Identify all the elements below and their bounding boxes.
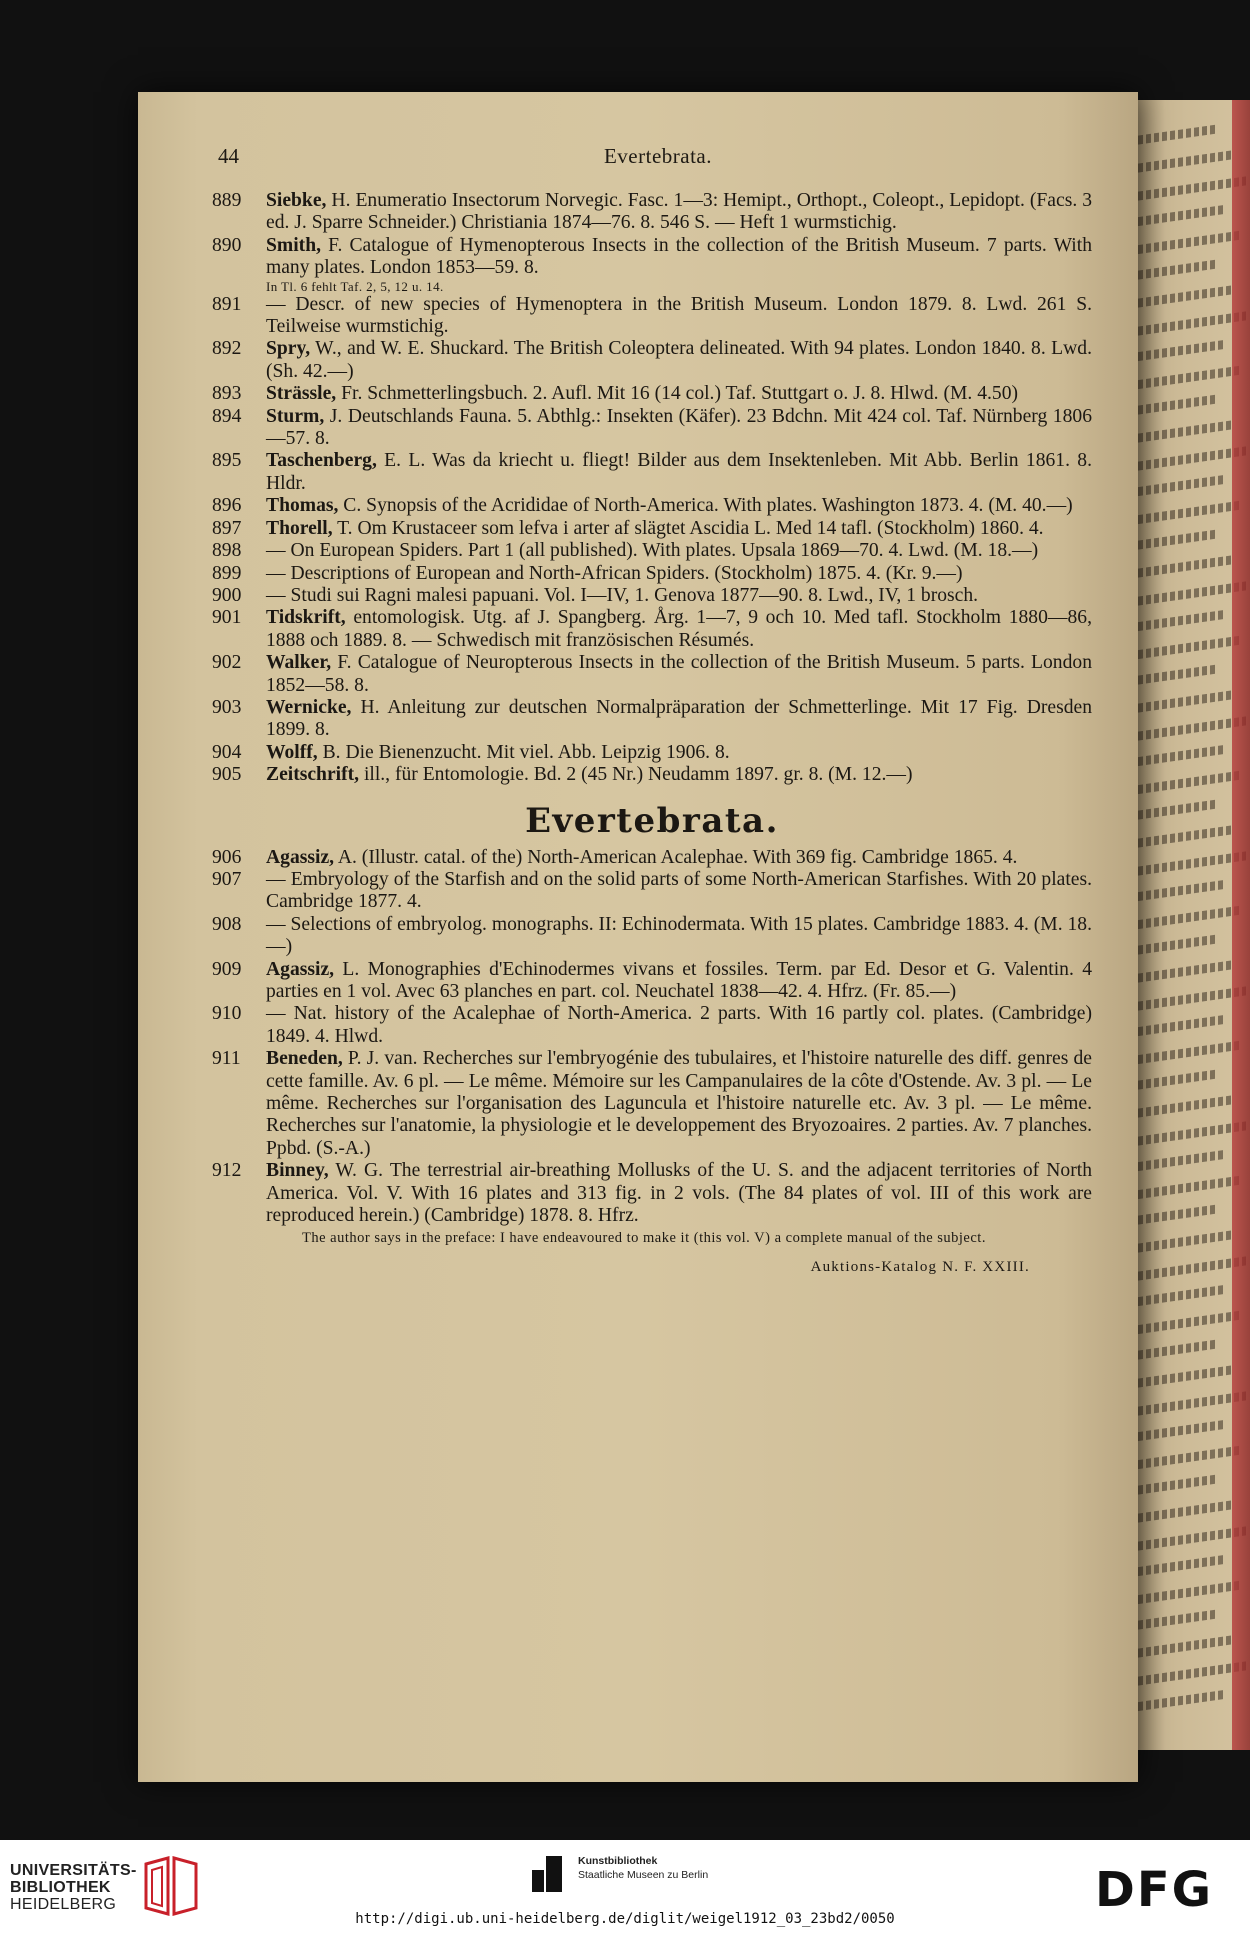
catalog-entry <box>212 742 1092 764</box>
facing-page-text-line <box>1138 1339 1218 1359</box>
facing-page-text-line <box>1138 851 1246 875</box>
entry-text: C. Synopsis of the Acrididae of North-America. With plates. Washington 1873. 4. (M. 40.—) <box>338 495 1073 517</box>
catalog-entry <box>212 518 1092 540</box>
catalog-entry <box>212 495 1092 517</box>
entry-text: — On European Spiders. Part 1 (all published). With plates. Upsala 1869—70. 4. Lwd. (M. 18.—) <box>266 540 1039 562</box>
kunstbibliothek-name: Kunstbibliothek <box>578 1855 658 1867</box>
facing-page-text-line <box>1138 231 1239 254</box>
university-name-line2: BIBLIOTHEK <box>10 1879 111 1896</box>
entry-number: 908 <box>212 913 242 935</box>
entry-author: Siebke, <box>266 190 327 211</box>
facing-page-text-line <box>1138 150 1232 172</box>
entry-number: 895 <box>212 450 242 472</box>
entry-text: — Studi sui Ragni malesi papuani. Vol. I—IV, 1. Genova 1877—90. 8. Lwd., IV, 1 brosch. <box>266 584 979 606</box>
entry-text: ill., für Entomologie. Bd. 2 (45 Nr.) Neudamm 1897. gr. 8. (M. 12.—) <box>359 764 913 786</box>
red-page-edge <box>1232 100 1250 1750</box>
facing-page-text-line <box>1138 1176 1239 1199</box>
dfg-logo-text: DFG <box>1095 1864 1214 1910</box>
facing-page-text-line <box>1138 176 1246 200</box>
facing-page-text-line <box>1138 1015 1225 1036</box>
entry-text: — Selections of embryolog. monographs. II: Echinodermata. With 15 plates. Cambridge 1883. 4. (M. 18.—) <box>266 913 1092 958</box>
facing-page-text-line <box>1138 1204 1218 1224</box>
entry-number: 912 <box>212 1160 242 1182</box>
entry-number: 899 <box>212 562 242 584</box>
entry-number: 897 <box>212 517 242 539</box>
facing-page-text-line <box>1138 1150 1225 1171</box>
catalog-entry <box>212 294 1092 339</box>
facing-page-text-line <box>1138 934 1218 954</box>
catalog-entry <box>212 959 1092 1004</box>
entry-text: — Embryology of the Starfish and on the solid parts of some North-American Starfishes. With 20 plates. Cambridge 1877. 4. <box>266 868 1092 913</box>
facing-page-text-line <box>1138 1635 1232 1657</box>
entry-author: Agassiz, <box>266 958 335 980</box>
catalog-entry <box>212 406 1092 451</box>
entry-text: W. G. The terrestrial air-breathing Mollusks of the U. S. and the adjacent territories of North America. Vol. V. With 16 plates and 313 fig. in 2 vols. (The 84 plates of vol. III of this work are reproduced herein.) (Cambridge) 1878. 8. Hfrz. <box>266 1160 1092 1227</box>
facing-page-text-line <box>1138 986 1246 1010</box>
entry-text: A. (Illustr. catal. of the) North-American Acalephae. With 369 fig. Cambridge 1865. 4. <box>334 846 1018 868</box>
facing-page-text-line <box>1138 1311 1239 1334</box>
facing-page-text-line <box>1138 475 1225 496</box>
entry-number: 892 <box>212 338 242 360</box>
facing-page-text-line <box>1138 1661 1246 1685</box>
facing-page-text-line <box>1138 1121 1246 1145</box>
catalog-entry <box>212 450 1092 495</box>
entry-number: 891 <box>212 293 242 315</box>
university-name-line3: HEIDELBERG <box>10 1896 117 1913</box>
facing-page-text-line <box>1138 1420 1225 1441</box>
catalog-entry <box>212 914 1092 959</box>
entry-author: Taschenberg, <box>266 450 377 472</box>
facing-page-text-line <box>1138 1500 1232 1522</box>
facing-page-text-line <box>1138 1069 1218 1089</box>
entry-number: 907 <box>212 868 242 890</box>
facing-page-text-line <box>1138 1041 1239 1064</box>
catalog-entries <box>212 190 1092 1279</box>
entry-text: L. Monographies d'Echinodermes vivans et fossiles. Term. par Ed. Desor et G. Valentin. 4 parties en 1 vol. Avec 63 planches en part. col. Neuchatel 1838—42. 4. Hfrz. (Fr. 85.—) <box>266 958 1092 1002</box>
facing-page-text-line <box>1138 501 1239 524</box>
entry-author: Smith, <box>266 234 321 256</box>
facing-page-text-line <box>1138 664 1218 684</box>
facing-page-text-line <box>1138 799 1218 819</box>
entry-author: Thomas, <box>266 495 339 517</box>
entry-text: — Descriptions of European and North-African Spiders. (Stockholm) 1875. 4. (Kr. 9.—) <box>266 562 963 584</box>
entry-text: entomologisk. Utg. af J. Spangberg. Årg. 1—7, 9 och 10. Med tafl. Stockholm 1880—86, 1888 och 1889. 8. — Schwedisch mit französischen Résumés. <box>266 607 1092 651</box>
facing-page-text-line <box>1138 716 1246 740</box>
entry-author: Spry, <box>266 338 311 360</box>
catalog-entry <box>212 1160 1092 1246</box>
entry-number: 904 <box>212 741 242 763</box>
entry-text: — Nat. history of the Acalephae of North-America. 2 parts. With 16 partly col. plates. (Cambridge) 1849. 4. Hlwd. <box>266 1003 1092 1047</box>
entry-number: 909 <box>212 958 242 980</box>
catalog-entry <box>212 1003 1092 1048</box>
entry-number: 910 <box>212 1003 242 1025</box>
catalog-entry <box>212 190 1092 235</box>
university-library-mark-icon <box>138 1854 202 1918</box>
catalog-entry <box>212 764 1092 786</box>
entry-author: Wolff, <box>266 741 318 763</box>
entry-note: The author says in the preface: I have endeavoured to make it (this vol. V) a complete manual of the subject. <box>302 1230 986 1247</box>
catalog-entry <box>212 697 1092 742</box>
facing-page-text-line <box>1138 420 1232 442</box>
entry-author: Binney, <box>266 1160 329 1182</box>
entry-author: Beneden, <box>266 1048 343 1070</box>
facing-page-text-line <box>1138 636 1239 659</box>
facing-page-text-line <box>1138 394 1218 414</box>
catalog-entry <box>212 563 1092 585</box>
facing-page-text-line <box>1138 960 1232 982</box>
entry-author: Agassiz, <box>266 846 335 868</box>
entry-text: J. Deutschlands Fauna. 5. Abthlg.: Insekten (Käfer). 23 Bdchn. Mit 424 col. Taf. Nürnberg 1806—57. 8. <box>266 405 1092 450</box>
catalog-entry <box>212 235 1092 294</box>
entry-number: 911 <box>212 1048 241 1070</box>
catalog-entry <box>212 607 1092 652</box>
entry-number: 896 <box>212 495 242 517</box>
entry-number: 898 <box>212 540 242 562</box>
entries-part-1 <box>212 190 1092 787</box>
entry-note: In Tl. 6 fehlt Taf. 2, 5, 12 u. 14. <box>266 278 444 294</box>
entry-text: W., and W. E. Shuckard. The British Coleoptera delineated. With 94 plates. London 1840. 8. Lwd. (Sh. 42.—) <box>266 338 1092 382</box>
entry-text: F. Catalogue of Hymenopterous Insects in the collection of the British Museum. 7 parts. With many plates. London 1853—59. 8. <box>266 234 1092 279</box>
facing-page-text-line <box>1138 690 1232 712</box>
entry-text: H. Enumeratio Insectorum Norvegic. Fasc. 1—3: Hemipt., Orthopt., Coleopt., Lepidopt. (Facs. 3 ed. J. Sparre Schneider.) Christiania 1874—76. 8. 546 S. — Heft 1 wurmstichig. <box>266 190 1092 234</box>
entry-author: Strässle, <box>266 383 337 405</box>
facing-page-text-line <box>1138 880 1225 901</box>
facing-page-text-line <box>1138 1365 1232 1387</box>
entry-author: Zeitschrift, <box>266 764 360 786</box>
facing-page-text-line <box>1138 581 1246 605</box>
catalog-entry <box>212 383 1092 405</box>
catalog-entry <box>212 1048 1092 1160</box>
facing-page-text-line <box>1138 1391 1246 1415</box>
facing-page-text-line <box>1138 340 1225 361</box>
entry-text: H. Anleitung zur deutschen Normalpräparation der Schmetterlinge. Mit 17 Fig. Dresden 1899. 8. <box>266 696 1092 741</box>
catalog-entry <box>212 652 1092 697</box>
catalog-entry <box>212 869 1092 914</box>
facing-page-text-line <box>1138 1256 1246 1280</box>
kunstbibliothek-subtitle: Staatliche Museen zu Berlin <box>578 1869 709 1881</box>
facing-page-text-line <box>1138 1690 1225 1711</box>
page-header <box>218 144 1098 174</box>
entry-number: 890 <box>212 234 242 256</box>
facing-page-text-line <box>1138 1609 1218 1629</box>
facing-page-text-line <box>1138 825 1232 847</box>
entry-number: 894 <box>212 405 242 427</box>
catalog-entry <box>212 847 1092 869</box>
facing-page-text-line <box>1138 285 1232 307</box>
kunstbibliothek-logo <box>532 1854 752 1894</box>
entry-number: 901 <box>212 607 242 629</box>
running-head: Evertebrata. <box>603 144 713 168</box>
entry-author: Thorell, <box>266 517 333 539</box>
catalog-entry <box>212 338 1092 383</box>
facing-page-text-line <box>1138 1095 1232 1117</box>
entry-author: Tidskrift, <box>266 607 346 629</box>
page-number: 44 <box>218 144 239 168</box>
facing-page-text-line <box>1138 610 1225 631</box>
dfg-logo <box>1095 1864 1235 1910</box>
entry-number: 893 <box>212 383 242 405</box>
facing-page-text-line <box>1138 555 1232 577</box>
facing-page-text-line <box>1138 906 1239 929</box>
entry-author: Wernicke, <box>266 696 352 718</box>
facing-page-text-line <box>1138 446 1246 470</box>
entry-text: B. Die Bienenzucht. Mit viel. Abb. Leipzig 1906. 8. <box>317 741 730 763</box>
source-url: http://digi.ub.uni-heidelberg.de/diglit/weigel1912_03_23bd2/0050 <box>355 1911 895 1927</box>
entry-number: 906 <box>212 846 242 868</box>
entry-author: Sturm, <box>266 405 325 427</box>
entry-number: 900 <box>212 584 242 606</box>
facing-page-text-line <box>1138 1581 1239 1604</box>
catalog-entry <box>212 585 1092 607</box>
facing-page-text-line <box>1138 1285 1225 1306</box>
facing-page-text-line <box>1138 1474 1218 1494</box>
section-title: Evertebrata. <box>525 800 779 841</box>
catalog-entry <box>212 540 1092 562</box>
facing-page-text-line <box>1138 1446 1239 1469</box>
facing-page-text-line <box>1138 771 1239 794</box>
entry-number: 902 <box>212 652 242 674</box>
entry-text: T. Om Krustaceer som lefva i arter af slägtet Ascidia L. Med 14 tafl. (Stockholm) 1860. 4. <box>332 517 1044 539</box>
facing-page-text-line <box>1138 311 1246 335</box>
entry-text: F. Catalogue of Neuropterous Insects in the collection of the British Museum. 5 parts. London 1852—58. 8. <box>266 652 1092 696</box>
facing-page-text-line <box>1138 366 1239 389</box>
entry-text: P. J. van. Recherches sur l'embryogénie des tubulaires, et l'histoire naturelle des diff. genres de cette famille. Av. 6 pl. — Le même. Mémoire sur les Campanulaires de la côte d'Ostende. Av. 3 pl. — Le même. Recherches sur l'organisation des Laguncula et l'histoire naturelle etc. Av. 3 pl. — Le même. Recherches sur l'anatomie, la physiologie et le developpement des Bryozoaires. 2 parties. Av. 7 planches. Ppbd. (S.-A.) <box>266 1048 1092 1159</box>
facing-page-text-line <box>1138 1230 1232 1252</box>
kunstbibliothek-mark-icon <box>532 1856 562 1892</box>
entry-author: Walker, <box>266 652 332 674</box>
entry-number: 905 <box>212 764 242 786</box>
entry-text: E. L. Was da kriecht u. fliegt! Bilder aus dem Insektenleben. Mit Abb. Berlin 1861. 8. Hldr. <box>266 450 1092 494</box>
auction-catalog-footer: Auktions-Katalog N. F. XXIII. <box>810 1259 1030 1276</box>
facing-page-text-line <box>1138 1526 1246 1550</box>
facing-page-text-line <box>1138 745 1225 766</box>
facing-page-text-line <box>1138 529 1218 549</box>
entries-part-2 <box>212 847 1092 1247</box>
facing-page-text-line <box>1138 205 1225 226</box>
facing-page-text-line <box>1138 1555 1225 1576</box>
entry-text: Fr. Schmetterlingsbuch. 2. Aufl. Mit 16 (14 col.) Taf. Stuttgart o. J. 8. Hlwd. (M. 4.50) <box>336 383 1019 405</box>
entry-number: 903 <box>212 696 242 718</box>
university-name-line1: UNIVERSITÄTS- <box>10 1862 137 1879</box>
entry-text: — Descr. of new species of Hymenoptera in the British Museum. London 1879. 8. Lwd. 261 S. Teilweise wurmstichig. <box>266 293 1092 338</box>
facing-page-text-line <box>1138 124 1218 144</box>
entry-number: 889 <box>212 190 242 211</box>
logo-bar <box>0 1840 1250 1933</box>
facing-page-text-line <box>1138 259 1218 279</box>
